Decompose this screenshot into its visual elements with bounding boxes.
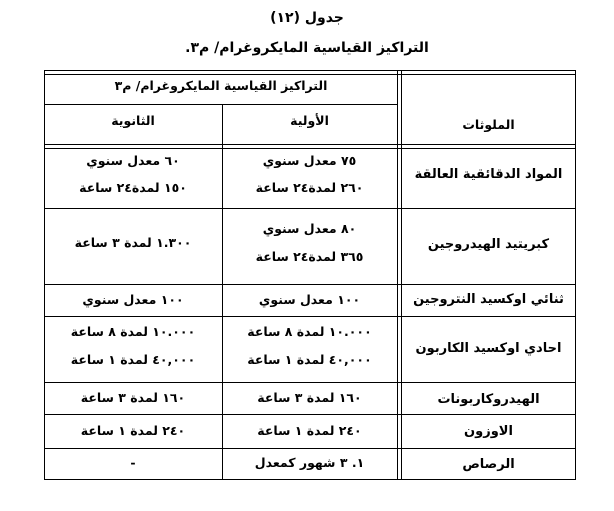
table-cell-secondary: ١٠٠ معدل سنوي [82,292,184,307]
table-cell-secondary: ١٦٠ لمدة ٣ ساعة [80,390,186,405]
table-row-pollutant: ثنائي اوكسيد النتروجين [413,292,564,307]
table-cell-primary: ١٠.٠٠٠ لمدة ٨ ساعة [247,324,372,339]
table-caption: جدول (١٢) [270,10,344,26]
table-row-pollutant: الاوزون [464,424,513,439]
table-title: التراكيز القياسية المايكروغرام/ م٣. [185,40,429,56]
table-cell-secondary: - [130,455,136,470]
table-row-pollutant: كبريتيد الهيدروجين [427,237,550,252]
header-group-label: التراكيز القياسية المايكروغرام/ م٣ [114,78,328,93]
table-cell-primary: ٢٦٠ لمدة٢٤ ساعة [255,180,364,195]
table-row-pollutant: الرصاص [462,457,515,472]
header-secondary: الثانوية [111,113,155,128]
table-cell-primary: ١. ٣ شهور كمعدل [254,455,365,470]
header-pollutants: الملوثات [462,117,515,132]
table-row-pollutant: المواد الدقائقية العالقة [414,167,563,182]
table-cell-primary: ٤٠,٠٠٠ لمدة ١ ساعة [247,352,372,367]
table-cell-secondary: ١٥٠ لمدة٢٤ ساعة [79,180,187,195]
table-row-pollutant: الهيدروكاربونات [437,392,540,407]
table-cell-secondary: ٤٠,٠٠٠ لمدة ١ ساعة [70,352,196,367]
table-cell-primary: ٧٥ معدل سنوي [262,153,357,168]
table-cell-secondary: ٢٤٠ لمدة ١ ساعة [80,423,186,438]
table-row-pollutant: احادي اوكسيد الكاربون [415,341,562,356]
table-cell-primary: ٨٠ معدل سنوي [262,221,357,236]
table-cell-secondary: ١٠.٠٠٠ لمدة ٨ ساعة [70,324,196,339]
table-cell-secondary: ١.٣٠٠ لمدة ٣ ساعة [74,235,192,250]
header-primary: الأولية [290,113,329,128]
table-cell-secondary: ٦٠ معدل سنوي [86,153,180,168]
table-cell-primary: ١٠٠ معدل سنوي [258,292,361,307]
table-cell-primary: ٢٤٠ لمدة ١ ساعة [257,423,362,438]
table-cell-primary: ١٦٠ لمدة ٣ ساعة [257,390,362,405]
table-cell-primary: ٣٦٥ لمدة٢٤ ساعة [255,249,364,264]
